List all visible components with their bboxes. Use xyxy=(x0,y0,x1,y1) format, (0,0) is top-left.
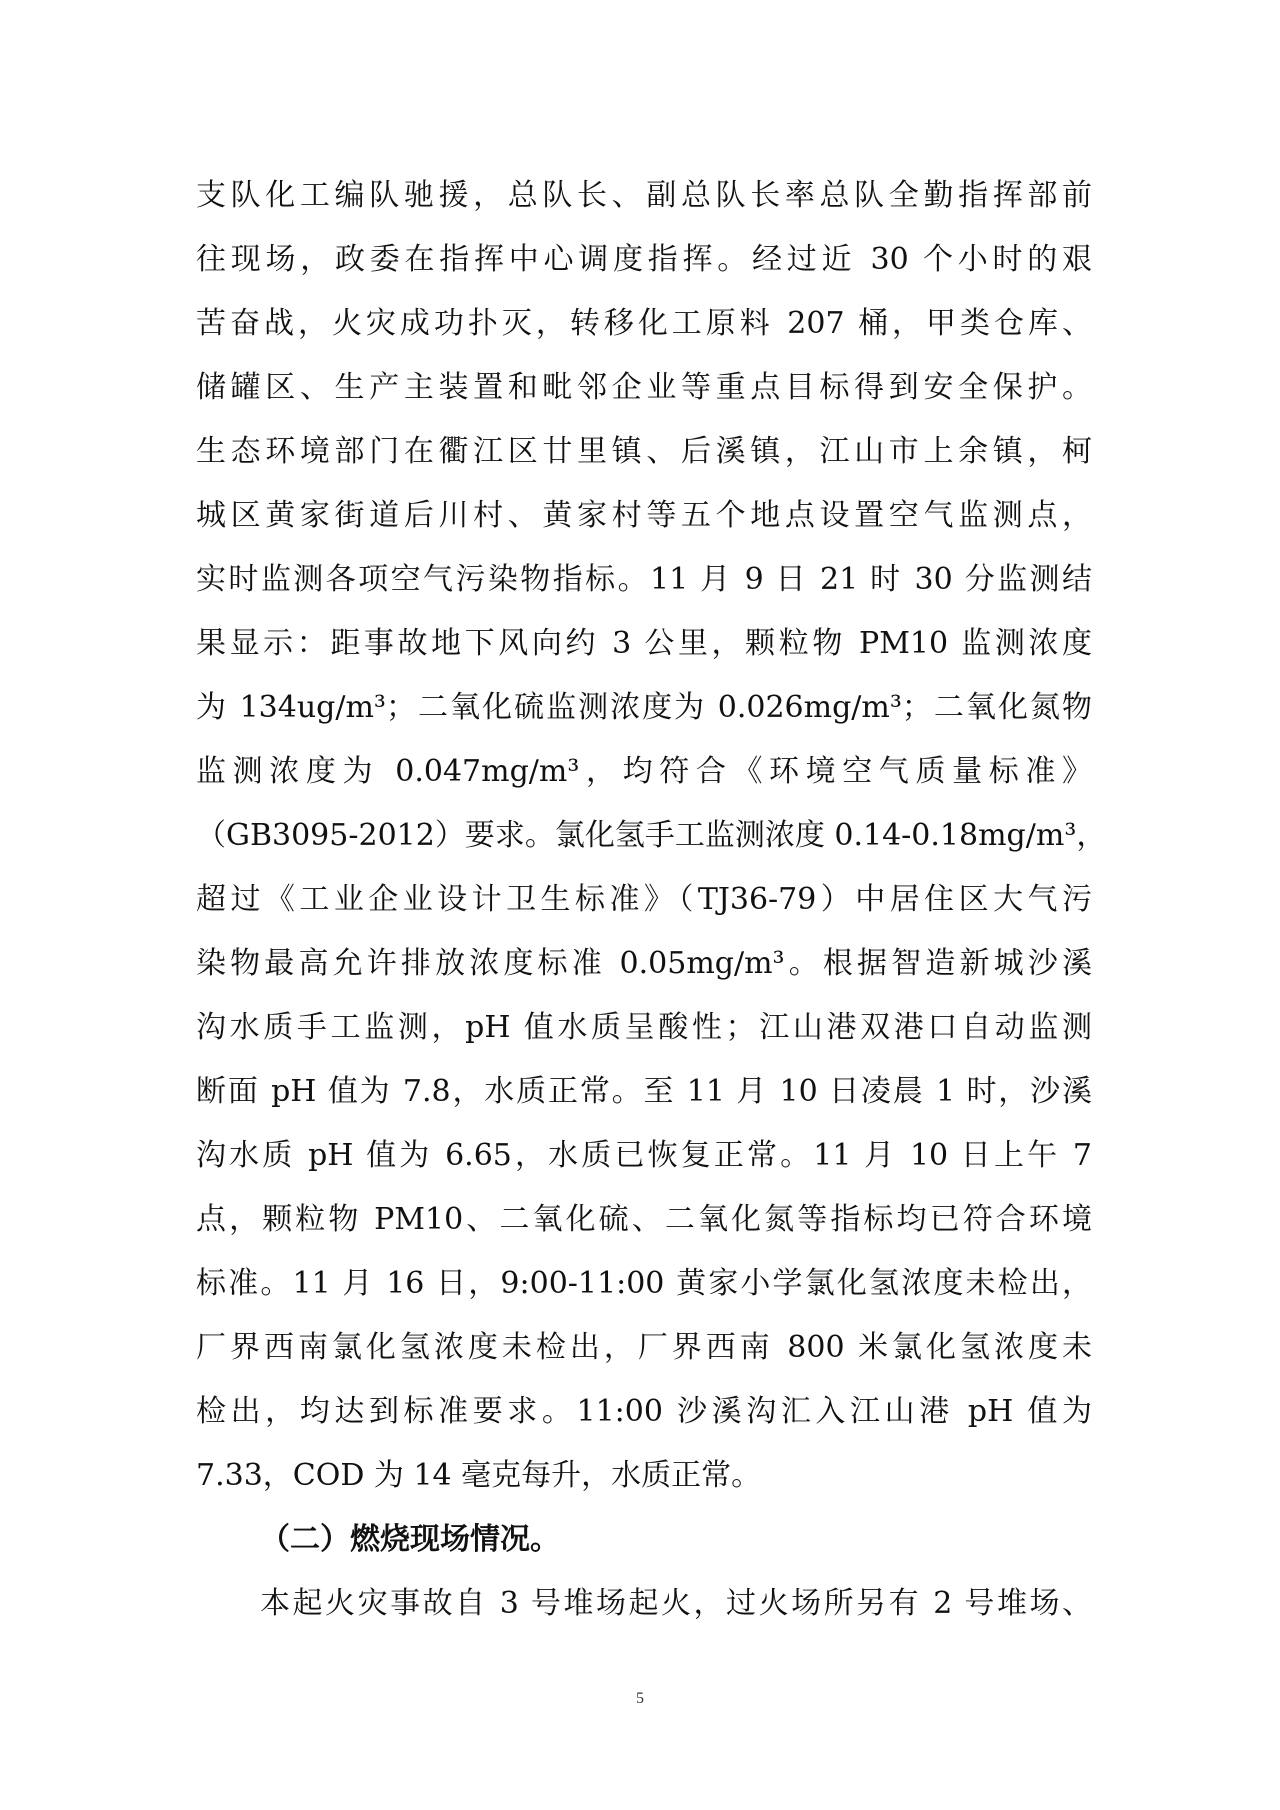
paragraph-line: 沟水质手工监测，pH 值水质呈酸性；江山港双港口自动监测 xyxy=(196,1010,1092,1045)
paragraph-line: 实时监测各项空气污染物指标。11 月 9 日 21 时 30 分监测结 xyxy=(196,562,1092,597)
paragraph-line: 沟水质 pH 值为 6.65，水质已恢复正常。11 月 10 日上午 7 xyxy=(196,1138,1092,1173)
paragraph-line: 储罐区、生产主装置和毗邻企业等重点目标得到安全保护。 xyxy=(196,370,1092,405)
paragraph-line: 7.33，COD 为 14 毫克每升，水质正常。 xyxy=(196,1458,762,1493)
paragraph-line: （GB3095-2012）要求。氯化氢手工监测浓度 0.14-0.18mg/m³， xyxy=(196,818,1107,853)
paragraph-line: 检出，均达到标准要求。11:00 沙溪沟汇入江山港 pH 值为 xyxy=(196,1394,1092,1429)
paragraph-line: 厂界西南氯化氢浓度未检出，厂界西南 800 米氯化氢浓度未 xyxy=(196,1330,1092,1365)
paragraph-line: 断面 pH 值为 7.8，水质正常。至 11 月 10 日凌晨 1 时，沙溪 xyxy=(196,1074,1092,1109)
paragraph-line: 支队化工编队驰援，总队长、副总队长率总队全勤指挥部前 xyxy=(196,178,1092,213)
paragraph-line: 点，颗粒物 PM10、二氧化硫、二氧化氮等指标均已符合环境 xyxy=(196,1202,1092,1237)
paragraph-line: 苦奋战，火灾成功扑灭，转移化工原料 207 桶，甲类仓库、 xyxy=(196,306,1092,341)
page-number: 5 xyxy=(636,1690,644,1707)
paragraph-line: 监测浓度为 0.047mg/m³，均符合《环境空气质量标准》 xyxy=(196,754,1092,789)
section-heading: （二）燃烧现场情况。 xyxy=(260,1522,560,1557)
paragraph-line: 标准。11 月 16 日，9:00-11:00 黄家小学氯化氢浓度未检出， xyxy=(196,1266,1092,1301)
paragraph-line: 本起火灾事故自 3 号堆场起火，过火场所另有 2 号堆场、 xyxy=(260,1586,1092,1621)
paragraph-line: 果显示：距事故地下风向约 3 公里，颗粒物 PM10 监测浓度 xyxy=(196,626,1092,661)
paragraph-line: 城区黄家街道后川村、黄家村等五个地点设置空气监测点， xyxy=(196,498,1092,533)
body-text xyxy=(196,164,1107,1636)
paragraph-line: 生态环境部门在衢江区廿里镇、后溪镇，江山市上余镇，柯 xyxy=(196,434,1092,469)
paragraph-line: 为 134ug/m³；二氧化硫监测浓度为 0.026mg/m³；二氧化氮物 xyxy=(196,690,1092,725)
paragraph-line: 超过《工业企业设计卫生标准》（TJ36-79）中居住区大气污 xyxy=(196,882,1092,917)
paragraph-line: 往现场，政委在指挥中心调度指挥。经过近 30 个小时的艰 xyxy=(196,242,1092,277)
paragraph-line: 染物最高允许排放浓度标准 0.05mg/m³。根据智造新城沙溪 xyxy=(196,946,1092,981)
